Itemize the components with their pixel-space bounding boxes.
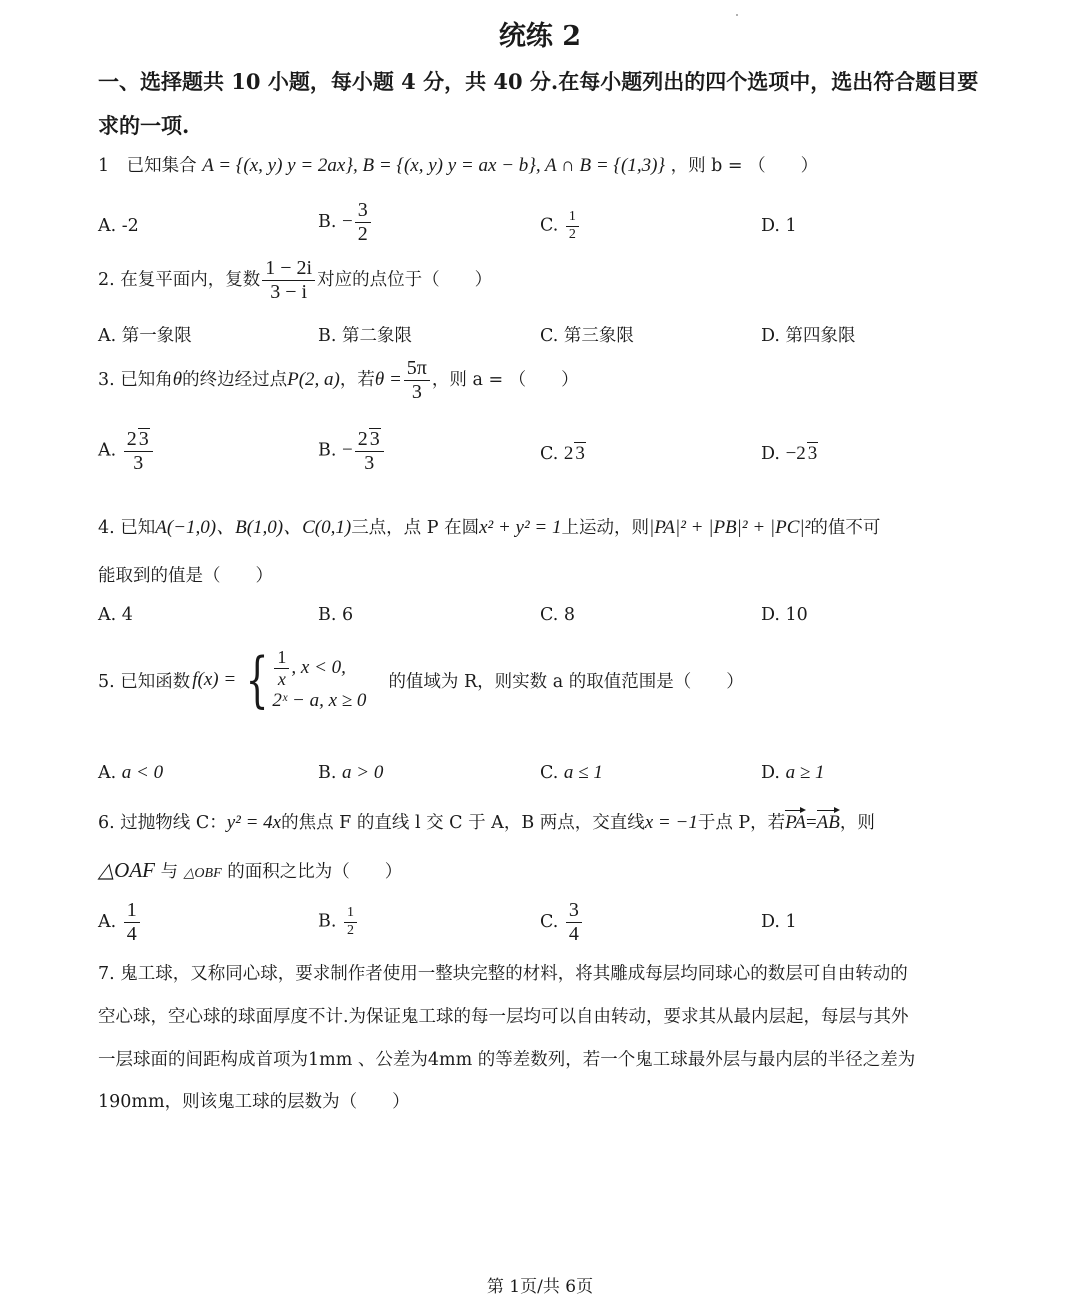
vector-pa: PA — [785, 808, 806, 834]
q4-option-b: B. 6 — [318, 605, 354, 625]
question-6-line1: 6. 过抛物线 C：y² = 4x的焦点 F 的直线 l 交 C 于 A，B 两点，交直线x = −1于点 P，若PA=AB，则 — [98, 808, 875, 834]
q2-option-c: C. 第三象限 — [540, 326, 634, 346]
q2-option-b: B. 第二象限 — [318, 326, 412, 346]
question-4-line2: 能取到的值是（ ） — [98, 566, 273, 586]
question-1 — [98, 152, 818, 177]
q5-option-a: A. a < 0 — [98, 762, 164, 783]
q1-prefix: 1 已知集合 — [98, 156, 197, 176]
question-5: 5. 已知函数 f(x) = { $\frac{1}{x}$ , x < 0, 2ˣ − a, x ≥ 0 的值域为 R，则实数 a 的取值范围是（ ） — [98, 645, 744, 716]
q5-piecewise: { $\frac{1}{x}$ , x < 0, 2ˣ − a, x ≥ 0 — [245, 645, 367, 716]
q3-option-a: A. $\frac{2 3}{3}$ — [98, 428, 155, 474]
q1-option-b: B. − $\frac{3}{2}$ — [318, 200, 373, 245]
q3-option-b: B. − $\frac{2 3}{3}$ — [318, 428, 386, 474]
q4-option-c: C. 8 — [540, 605, 576, 625]
q4-option-a: A. 4 — [98, 605, 133, 625]
q5-option-d: D. a ≥ 1 — [761, 762, 825, 783]
q6-option-c: C. $\frac{3}{4}$ — [540, 900, 584, 945]
q1-b-fraction: $\frac{3}{2}$ — [355, 200, 371, 245]
q5-option-c: C. a ≤ 1 — [540, 762, 603, 783]
q5-option-b: B. a > 0 — [318, 762, 384, 783]
page-footer: 第 1页/共 6页 — [486, 1277, 594, 1297]
q6-option-a: A. $\frac{1}{4}$ — [98, 900, 142, 945]
section-heading-line2: 求的一项. — [98, 113, 190, 138]
q2-option-a: A. 第一象限 — [98, 326, 192, 346]
question-6-line2: △OAF 与 △OBF 的面积之比为（ ） — [98, 858, 403, 882]
q6-option-d: D. 1 — [761, 912, 797, 932]
q1-c-fraction: $\frac{1}{2}$ — [566, 210, 579, 242]
section-heading-line1: 一、选择题共 10 小题，每小题 4 分，共 40 分.在每小题列出的四个选项中，选出符合题目要 — [98, 69, 979, 94]
q1-math: A = {(x, y) y = 2ax}, B = {(x, y) y = ax − b}, A ∩ B = {(1,3)} — [202, 155, 666, 176]
q3-option-d: D. −2 3 — [761, 443, 818, 464]
question-7-line1: 7. 鬼工球，又称同心球，要求制作者使用一整块完整的材料，将其雕成每层均同球心的数层可自由转动的 — [98, 964, 908, 984]
q1-option-d: D. 1 — [761, 216, 797, 236]
question-7-line3: 一层球面的间距构成首项为1mm 、公差为4mm 的等差数列，若一个鬼工球最外层与最内层的半径之差为 — [98, 1050, 916, 1070]
q3-fraction: $\frac{5\pi}{3}$ — [404, 358, 430, 403]
q2-option-d: D. 第四象限 — [761, 326, 856, 346]
question-2: 2. 在复平面内，复数 $\frac{1 - 2i}{3 - i}$ 对应的点位于（ ） — [98, 257, 493, 303]
q1-suffix: ，则 b = （ ） — [670, 156, 819, 176]
q2-fraction: $\frac{1 - 2i}{3 - i}$ — [262, 258, 315, 303]
q3-option-c: C. 2 3 — [540, 443, 585, 464]
q4-option-d: D. 10 — [761, 605, 808, 625]
q6-option-b: B. $\frac{1}{2}$ — [318, 906, 359, 938]
question-4-line1: 4. 已知A(−1,0)、B(1,0)、C(0,1)三点，点 P 在圆x² + y² = 1上运动，则|PA|² + |PB|² + |PC|²的值不可 — [98, 517, 881, 538]
question-7-line2: 空心球，空心球的球面厚度不计.为保证鬼工球的每一层均可以自由转动，要求其从最内层起，每层与其外 — [98, 1007, 909, 1027]
question-3: 3. 已知角θ的终边经过点P(2, a)，若θ = $\frac{5\pi}{3}$ ，则 a = （ ） — [98, 357, 579, 403]
q1-option-a: A. -2 — [98, 216, 139, 236]
page-title: 统练 2 — [498, 21, 582, 52]
q1-option-c: C. $\frac{1}{2}$ — [540, 210, 581, 242]
question-7-line4: 190mm，则该鬼工球的层数为（ ） — [98, 1092, 410, 1112]
left-brace-icon: { — [245, 645, 269, 716]
vector-ab: AB — [817, 808, 840, 834]
